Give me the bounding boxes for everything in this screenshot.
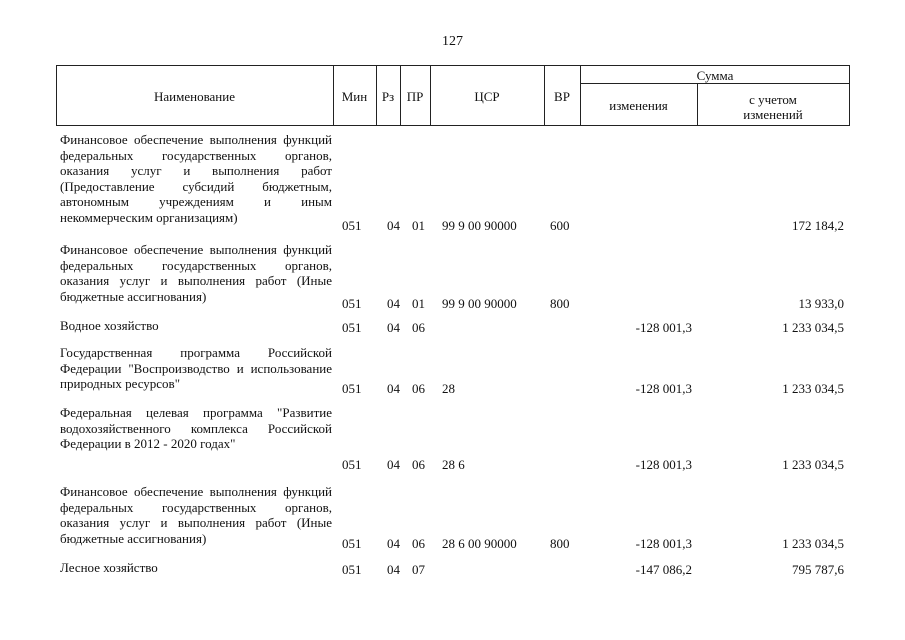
header-changes: изменения [609,98,668,113]
row-name: Лесное хозяйство [60,560,158,575]
header-with-changes: с учетом изменений [743,92,803,122]
cell-min: 051 [342,381,362,397]
cell-changes: -128 001,3 [635,320,692,336]
row-name: Финансовое обеспечение выполнения функций федеральных государственных органов, оказания услуг и выполнения работ (Иные бюджетные ассигнования) [60,242,332,304]
cell-changes: -128 001,3 [635,381,692,397]
cell-rz: 04 [387,562,400,578]
header-sum: Сумма [696,68,734,83]
cell-csr: 99 9 00 90000 [442,218,517,234]
cell-changes: -128 001,3 [635,536,692,552]
row-name: Финансовое обеспечение выполнения функций федеральных государственных органов, оказания услуг и выполнения работ (Предоставление субсидий бюджетным, автономным учреждениям и иным некоммерческим организациям) [60,132,332,225]
cell-pr: 01 [412,218,425,234]
row-name: Государственная программа Российской Федерации "Воспроизводство и использование природных ресурсов" [60,345,332,392]
cell-total: 1 233 034,5 [782,536,844,552]
cell-min: 051 [342,218,362,234]
cell-changes: -147 086,2 [635,562,692,578]
cell-changes: -128 001,3 [635,457,692,473]
table-row [60,560,850,578]
cell-rz: 04 [387,536,400,552]
cell-vr: 600 [550,218,570,234]
header-name: Наименование [154,89,235,104]
cell-min: 051 [342,562,362,578]
cell-pr: 06 [412,536,425,552]
table-row [60,318,850,336]
cell-total: 1 233 034,5 [782,320,844,336]
table-row [60,484,850,552]
cell-total: 1 233 034,5 [782,381,844,397]
cell-total: 13 933,0 [798,296,844,312]
cell-pr: 06 [412,381,425,397]
cell-csr: 28 [442,381,455,397]
cell-csr: 28 6 00 90000 [442,536,517,552]
page-number: 127 [442,34,463,49]
header-min: Мин [341,89,368,104]
cell-total: 172 184,2 [792,218,844,234]
cell-rz: 04 [387,296,400,312]
cell-rz: 04 [387,381,400,397]
cell-min: 051 [342,296,362,312]
cell-pr: 01 [412,296,425,312]
cell-pr: 06 [412,320,425,336]
table-row [60,345,850,397]
cell-min: 051 [342,536,362,552]
cell-rz: 04 [387,457,400,473]
table-header [56,65,850,125]
cell-min: 051 [342,457,362,473]
row-name: Финансовое обеспечение выполнения функций федеральных государственных органов, оказания услуг и выполнения работ (Иные бюджетные ассигнования) [60,484,332,546]
cell-total: 1 233 034,5 [782,457,844,473]
cell-vr: 800 [550,536,570,552]
row-name: Федеральная целевая программа "Развитие водохозяйственного комплекса Российской Федерации в 2012 - 2020 годах" [60,405,332,452]
header-top-border [56,65,850,66]
cell-rz: 04 [387,218,400,234]
cell-pr: 06 [412,457,425,473]
cell-pr: 07 [412,562,425,578]
cell-csr: 99 9 00 90000 [442,296,517,312]
cell-rz: 04 [387,320,400,336]
cell-csr: 28 6 [442,457,465,473]
table-row [60,132,850,234]
header-sum-divider [580,83,850,84]
cell-vr: 800 [550,296,570,312]
header-pr: ПР [406,89,424,104]
cell-total: 795 787,6 [792,562,844,578]
header-vr: ВР [554,89,570,104]
row-name: Водное хозяйство [60,318,159,333]
header-rz: Рз [381,89,395,104]
table-row [60,405,850,473]
table-row [60,242,850,312]
cell-min: 051 [342,320,362,336]
header-csr: ЦСР [474,89,500,104]
header-bottom-border [56,125,850,126]
